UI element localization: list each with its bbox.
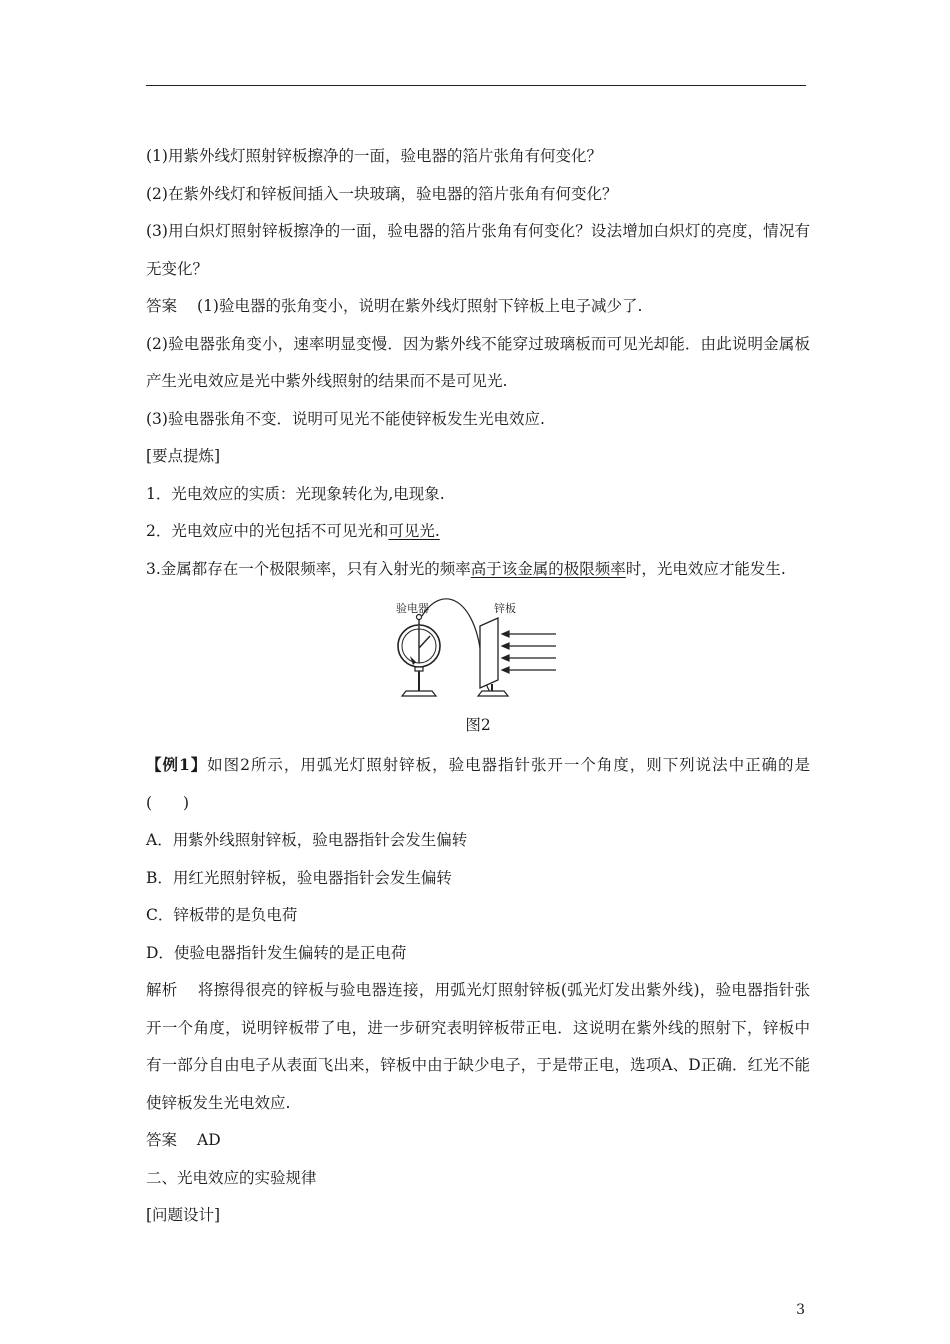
option-c: C．锌板带的是负电荷 [146,906,298,924]
key-point-3-suffix: 时，光电效应才能发生. [625,559,786,578]
example-answer-value: AD [197,1131,221,1149]
key-point-3-text: 3.金属都存在一个极限频率，只有入射光的频率 [146,559,471,578]
answer-label: 答案 [146,297,178,315]
page-number: 3 [796,1302,805,1318]
electroscope-figure [146,588,810,710]
section-heading: 二、光电效应的实验规律 [146,1168,317,1187]
answer-line-3: (3)验电器张角不变．说明可见光不能使锌板发生光电效应. [146,409,545,428]
example-tag: 【例1】 [146,755,208,774]
example-answer [146,1122,810,1160]
answer-line-1 [146,288,810,326]
key-point-2 [146,513,810,551]
electroscope-diagram [382,588,572,710]
key-point-1: 1．光电效应的实质：光现象转化为,电现象. [146,484,445,503]
page-content [146,138,810,1235]
header-rule [146,85,806,86]
key-points-heading: [要点提炼] [146,447,221,465]
example-answer-label: 答案 [146,1131,178,1149]
option-b: B．用红光照射锌板，验电器指针会发生偏转 [146,868,452,887]
answer-line-2: (2)验电器张角变小，速率明显变慢．因为紫外线不能穿过玻璃板而可见光却能．由此说明金属板产生光电效应是光中紫外线照射的结果而不是可见光. [146,334,810,390]
analysis-text: 将擦得很亮的锌板与验电器连接，用弧光灯照射锌板(弧光灯发出紫外线)，验电器指针张开一个角度，说明锌板带了电，进一步研究表明锌板带正电．这说明在紫外线的照射下，锌板中有一部分自由电子从表面飞出来，锌板中由于缺少电子，于是带正电，选项A、D正确．红光不能使锌板发生光电效应. [146,981,810,1112]
key-point-3-underline: 高于该金属的极限频率 [470,559,626,578]
electroscope-label: 验电器 [396,602,429,615]
analysis [146,972,810,1122]
key-point-2-underline: 可见光. [388,522,440,540]
analysis-label: 解析 [146,981,178,999]
zinc-plate-label: 锌板 [494,602,516,615]
key-point-3 [146,551,810,589]
example-stem-text: 如图2所示，用弧光灯照射锌板，验电器指针张开一个角度，则下列说法中正确的是( ) [146,756,810,812]
key-point-2-text: 2．光电效应中的光包括不可见光和 [146,522,389,540]
section-subheading: [问题设计] [146,1206,221,1224]
option-d: D．使验电器指针发生偏转的是正电荷 [146,943,407,962]
figure-caption: 图2 [465,716,491,734]
option-a: A．用紫外线照射锌板，验电器指针会发生偏转 [146,831,468,849]
question-3: (3)用白炽灯照射锌板擦净的一面，验电器的箔片张角有何变化？设法增加白炽灯的亮度，情况有无变化？ [146,222,810,278]
answer-text-1: (1)验电器的张角变小，说明在紫外线灯照射下锌板上电子减少了. [197,297,643,315]
example-stem [146,746,810,822]
question-2: (2)在紫外线灯和锌板间插入一块玻璃，验电器的箔片张角有何变化？ [146,184,618,203]
question-1: (1)用紫外线灯照射锌板擦净的一面，验电器的箔片张角有何变化？ [146,147,602,165]
